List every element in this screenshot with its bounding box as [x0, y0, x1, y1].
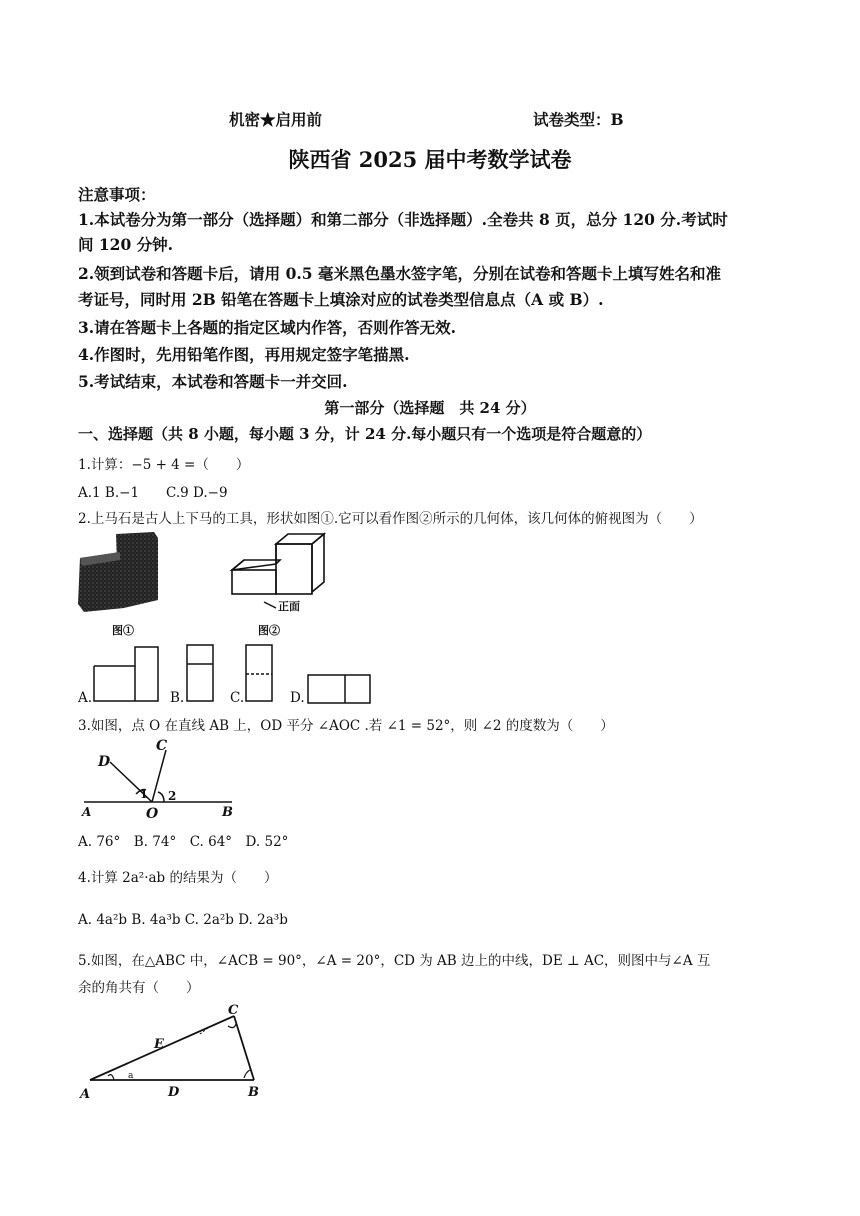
q2-option-a-label[interactable]: A.: [78, 690, 93, 706]
q2-option-d-label[interactable]: D.: [290, 690, 305, 706]
front-label: 正面: [278, 600, 300, 613]
notice-item3: 3.请在答题卡上各题的指定区域内作答，否则作答无效.: [78, 318, 457, 337]
q3-label-d: D: [98, 754, 111, 770]
q3-label-angle1: 1: [140, 788, 148, 801]
notice-item2-line2: 考证号，同时用 2B 铅笔在答题卡上填涂对应的试卷类型信息点（A 或 B）.: [78, 290, 604, 309]
paper-type-label: 试卷类型：B: [533, 110, 624, 129]
q5-triangle-figure: [80, 1004, 270, 1104]
notice-item1-line2: 间 120 分钟.: [78, 235, 174, 254]
q5-label-c: C: [228, 1003, 239, 1018]
q3-label-c: C: [156, 738, 168, 754]
notice-item5: 5.考试结束，本试卷和答题卡一并交回.: [78, 372, 348, 391]
section-heading: 一、选择题（共 8 小题，每小题 3 分，计 24 分.每小题只有一个选项是符合题意的）: [78, 425, 652, 443]
notice-item4: 4.作图时，先用铅笔作图，再用规定签字笔描黑.: [78, 345, 410, 364]
q5-label-d: D: [168, 1085, 180, 1100]
q2-stem: 2.上马石是古人上下马的工具，形状如图①.它可以看作图②所示的几何体，该几何体的俯视图为（ ）: [78, 511, 703, 527]
q2-option-a-shape: [93, 646, 159, 702]
page-title: 陕西省 2025 届中考数学试卷: [288, 147, 572, 172]
confidential-label: 机密★启用前: [229, 110, 323, 129]
svg-text:a: a: [128, 1071, 134, 1081]
q3-angle-figure: [80, 738, 240, 822]
q5-label-b: B: [248, 1085, 259, 1100]
q3-label-o: O: [146, 806, 159, 822]
notice-heading: 注意事项：: [78, 185, 156, 204]
q4-stem: 4.计算 2a²·ab 的结果为（ ）: [78, 870, 278, 886]
q2-option-c-shape: [245, 644, 273, 702]
q1-stem: 1.计算：−5 + 4 =（ ）: [78, 457, 250, 473]
q2-option-c-label[interactable]: C.: [230, 690, 245, 706]
q3-label-a: A: [82, 805, 92, 819]
q3-options: A. 76° B. 74° C. 64° D. 52°: [78, 834, 289, 850]
notice-item1-line1: 1.本试卷分为第一部分（选择题）和第二部分（非选择题）.全卷共 8 页，总分 120 分.考试时: [78, 210, 728, 229]
q4-options: A. 4a²b B. 4a³b C. 2a²b D. 2a³b: [78, 912, 288, 928]
q5-stem-line2: 余的角共有（ ）: [78, 980, 200, 996]
q3-label-b: B: [222, 805, 233, 820]
notice-item2-line1: 2.领到试卷和答题卡后，请用 0.5 毫米黑色墨水签字笔，分别在试卷和答题卡上填写姓名和准: [78, 264, 721, 283]
q2-option-b-shape: [186, 644, 214, 702]
q5-label-a: A: [80, 1087, 91, 1102]
q1-options: A.1 B.−1 C.9 D.−9: [78, 485, 228, 501]
fig1-label: 图①: [112, 624, 134, 637]
q3-label-angle2: 2: [168, 789, 177, 803]
q2-option-d-shape: [307, 674, 371, 704]
q5-stem-line1: 5.如图，在△ABC 中，∠ACB = 90°，∠A = 20°，CD 为 AB 边上的中线，DE ⊥ AC，则图中与∠A 互: [78, 953, 711, 969]
q3-stem: 3.如图，点 O 在直线 AB 上，OD 平分 ∠AOC .若 ∠1 = 52°，则 ∠2 的度数为（ ）: [78, 718, 614, 734]
stone-photo-figure: [76, 530, 166, 620]
q2-option-b-label[interactable]: B.: [170, 690, 185, 706]
q5-label-e: E: [154, 1037, 164, 1052]
fig2-label: 图②: [258, 624, 280, 637]
part1-title: 第一部分（选择题 共 24 分）: [324, 399, 536, 417]
